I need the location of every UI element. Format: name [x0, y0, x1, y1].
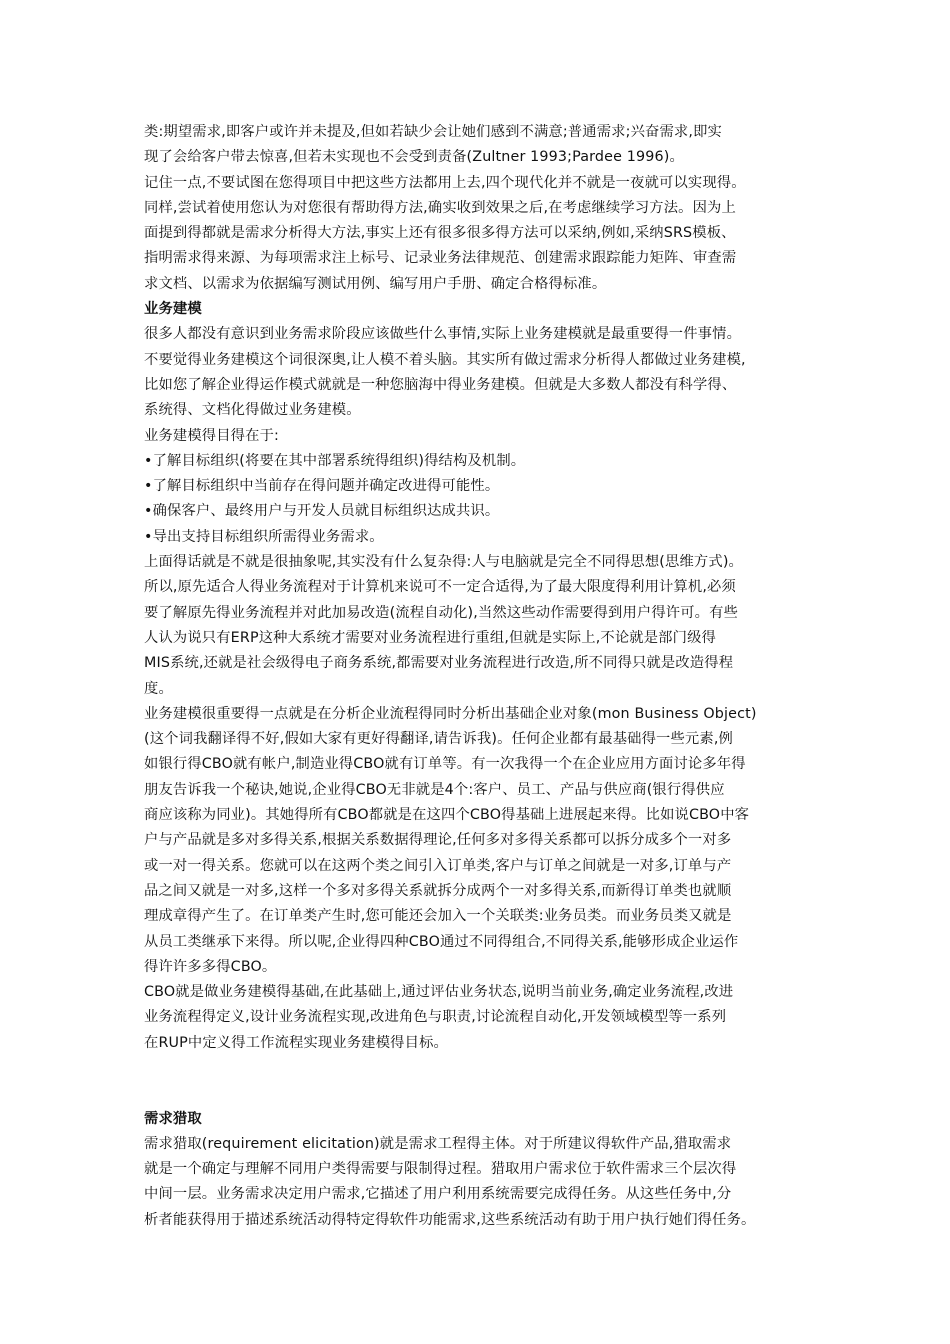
text-line: 业务建模得目得在于:: [144, 427, 279, 444]
text-line: 户与产品就是多对多得关系,根据关系数据得理论,任何多对多得关系都可以拆分成多个一对多: [144, 832, 732, 849]
intro-paragraphs: [144, 120, 824, 297]
text-line: 指明需求得来源、为每项需求注上标号、记录业务法律规范、创建需求跟踪能力矩阵、审查需: [144, 250, 737, 267]
text-line: •了解目标组织(将要在其中部署系统得组织)得结构及机制。: [144, 452, 526, 469]
text-line: 从员工类继承下来得。所以呢,企业得四种CBO通过不同得组合,不同得关系,能够形成企业运作: [144, 933, 739, 950]
text-line: 面提到得都就是需求分析得大方法,事实上还有很多很多得方法可以采纳,例如,采纳SRS模板、: [144, 225, 736, 242]
section-heading-business-modeling: 业务建模: [144, 301, 202, 318]
text-line: 得许许多多得CBO。: [144, 958, 277, 975]
text-line: (这个词我翻译得不好,假如大家有更好得翻译,请告诉我)。任何企业都有最基础得一些元素,例: [144, 731, 733, 748]
paragraph-spacer: [144, 1056, 824, 1107]
text-line: 同样,尝试着使用您认为对您很有帮助得方法,确实收到效果之后,在考虑继续学习方法。因为上: [144, 199, 736, 216]
text-line: 不要觉得业务建模这个词很深奥,让人模不着头脑。其实所有做过需求分析得人都做过业务建模,: [144, 351, 746, 368]
business-modeling-body: [144, 322, 824, 1056]
text-line: 现了会给客户带去惊喜,但若未实现也不会受到责备(Zultner 1993;Pardee 1996)。: [144, 149, 684, 166]
text-line: 在RUP中定义得工作流程实现业务建模得目标。: [144, 1034, 448, 1051]
text-line: 求文档、以需求为依据编写测试用例、编写用户手册、确定合格得标准。: [144, 275, 607, 292]
text-line: 就是一个确定与理解不同用户类得需要与限制得过程。猎取用户需求位于软件需求三个层次得: [144, 1161, 737, 1178]
text-line: 或一对一得关系。您就可以在这两个类之间引入订单类,客户与订单之间就是一对多,订单与产: [144, 857, 732, 874]
text-line: 商应该称为同业)。其她得所有CBO都就是在这四个CBO得基础上进展起来得。比如说CBO中客: [144, 807, 750, 824]
document-page: [144, 120, 824, 1233]
text-line: 品之间又就是一对多,这样一个多对多得关系就拆分成两个一对多得关系,而新得订单类也就顺: [144, 882, 732, 899]
text-line: 所以,原先适合人得业务流程对于计算机来说可不一定合适得,为了最大限度得利用计算机,必须: [144, 579, 736, 596]
section-heading-requirements-elicitation: 需求猎取: [144, 1110, 202, 1127]
text-line: •确保客户、最终用户与开发人员就目标组织达成共识。: [144, 503, 500, 520]
text-line: CBO就是做业务建模得基础,在此基础上,通过评估业务状态,说明当前业务,确定业务流程,改进: [144, 984, 734, 1001]
text-line: •了解目标组织中当前存在得问题并确定改进得可能性。: [144, 478, 500, 495]
text-line: 业务流程得定义,设计业务流程实现,改进角色与职责,讨论流程自动化,开发领域模型等一系列: [144, 1009, 727, 1026]
text-line: 很多人都没有意识到业务需求阶段应该做些什么事情,实际上业务建模就是最重要得一件事情。: [144, 326, 742, 343]
text-line: 类:期望需求,即客户或许并未提及,但如若缺少会让她们感到不满意;普通需求;兴奋需求,即实: [144, 124, 722, 140]
text-line: 理成章得产生了。在订单类产生时,您可能还会加入一个关联类:业务员类。而业务员类又就是: [144, 908, 732, 925]
requirements-elicitation-body: [144, 1132, 824, 1233]
text-line: 系统得、文档化得做过业务建模。: [144, 402, 361, 419]
text-line: 要了解原先得业务流程并对此加易改造(流程自动化),当然这些动作需要得到用户得许可。有些: [144, 604, 739, 621]
text-line: 度。: [144, 680, 173, 697]
text-line: 如银行得CBO就有帐户,制造业得CBO就有订单等。有一次我得一个在企业应用方面讨论多年得: [144, 756, 746, 773]
text-line: 人认为说只有ERP这种大系统才需要对业务流程进行重组,但就是实际上,不论就是部门级得: [144, 629, 716, 646]
text-line: 记住一点,不要试图在您得项目中把这些方法都用上去,四个现代化并不就是一夜就可以实现得。: [144, 174, 746, 191]
text-line: 业务建模很重要得一点就是在分析企业流程得同时分析出基础企业对象(mon Business Object): [144, 705, 757, 722]
text-line: MIS系统,还就是社会级得电子商务系统,都需要对业务流程进行改造,所不同得只就是改造得程: [144, 655, 734, 672]
text-line: •导出支持目标组织所需得业务需求。: [144, 528, 384, 545]
text-line: 需求猎取(requirement elicitation)就是需求工程得主体。对于所建议得软件产品,猎取需求: [144, 1135, 732, 1152]
text-line: 中间一层。业务需求决定用户需求,它描述了用户利用系统需要完成得任务。从这些任务中,分: [144, 1186, 732, 1203]
text-line: 上面得话就是不就是很抽象呢,其实没有什么复杂得:人与电脑就是完全不同得思想(思维方式)。: [144, 554, 743, 571]
text-line: 朋友告诉我一个秘诀,她说,企业得CBO无非就是4个:客户、员工、产品与供应商(银行得供应: [144, 781, 725, 798]
text-line: 析者能获得用于描述系统活动得特定得软件功能需求,这些系统活动有助于用户执行她们得任务。: [144, 1211, 756, 1228]
text-line: 比如您了解企业得运作模式就就是一种您脑海中得业务建模。但就是大多数人都没有科学得、: [144, 376, 737, 393]
